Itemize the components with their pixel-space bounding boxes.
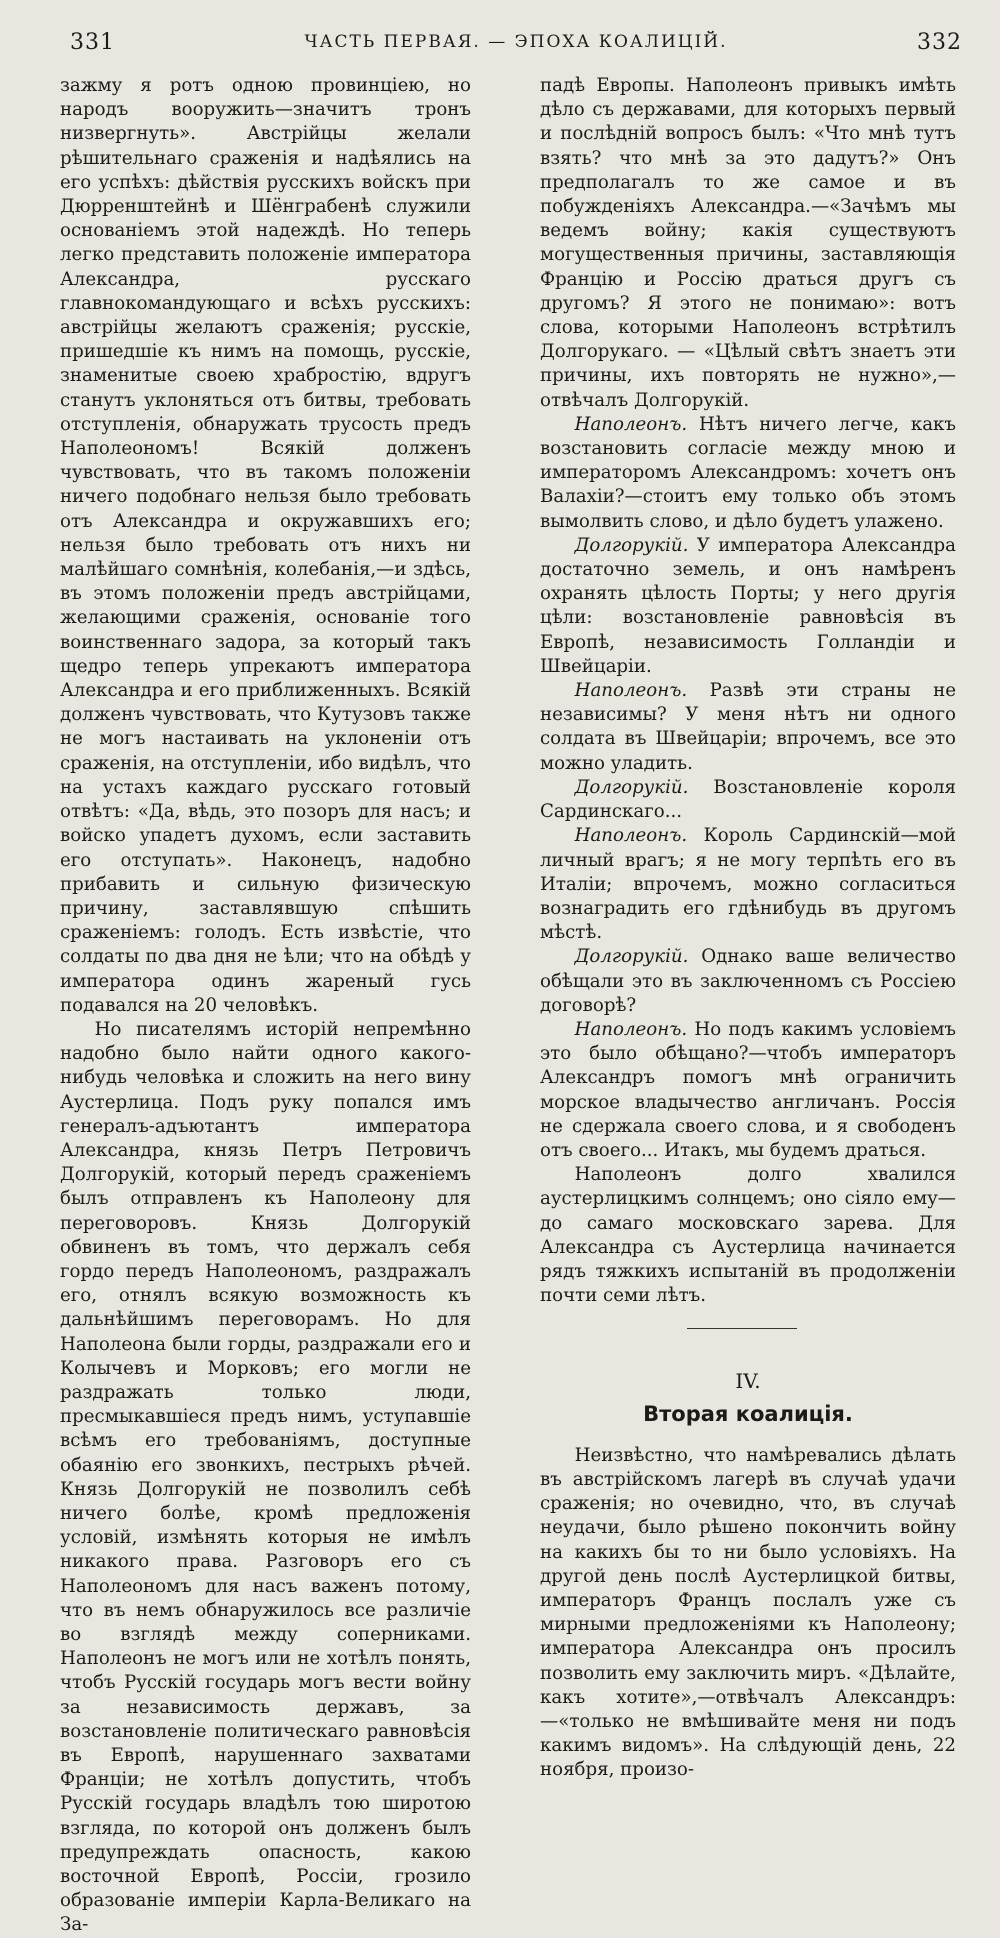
dialogue-line (540, 534, 956, 679)
dialogue-line (540, 1018, 956, 1163)
left-column (60, 74, 471, 1938)
dialogue-text: Но подъ какимъ условіемъ это было обѣщано?—чтобъ императоръ Александръ помогъ мнѣ ограничить морское владычество англичанъ. Россія не сдержала своего слова, и я свободенъ отъ своего... Итакъ, мы будемъ драться. (540, 1018, 956, 1161)
dialogue-text: Король Сардинскій—мой личный врагъ; я не могу терпѣть его въ Италіи; впрочемъ, можно согласиться вознаградить его гдѣнибудь въ другомъ мѣстѣ. (540, 825, 956, 944)
paragraph: Неизвѣстно, что намѣревались дѣлать въ австрійскомъ лагерѣ въ случаѣ удачи сраженія; но очевидно, что, въ случаѣ неудачи, было рѣшено покончить войну на какихъ бы то ни было условіяхъ. На другой день послѣ Аустерлицкой битвы, императоръ Францъ послалъ уже съ мирными предложеніями къ Наполеону; императора Александра онъ просилъ позволить ему заключить миръ. «Дѣлайте, какъ хотите»,—отвѣчалъ Александръ:—«только не вмѣшивайте меня ни подъ какимъ видомъ». На слѣдующій день, 22 ноября, произо- (540, 1444, 956, 1781)
dialogue-line (540, 824, 956, 945)
paragraph: зажму я ротъ одною провинціею, но народъ вооружить—значитъ тронъ низвергнуть». Австрійцы желали рѣшительнаго сраженія и надѣялись на его успѣхъ: дѣйствія русскихъ войскъ при Дюрренштейнѣ и Шёнграбенѣ служили основаніемъ этой надеждѣ. Но теперь легко представить положеніе императора Александра, русскаго главнокомандующаго и всѣхъ русскихъ: австрійцы желаютъ сраженія; русскіе, пришедшіе къ нимъ на помощь, русскіе, знаменитые своею храбростію, вдругъ станутъ уклоняться отъ битвы, требовать отступленія, обнаружать трусость предъ Наполеономъ! Всякій долженъ чувствовать, что въ такомъ положеніи ничего подобнаго нельзя было требовать отъ Александра и окружавшихъ его; нельзя было требовать отъ нихъ ни малѣйшаго сомнѣнія, колебанія,—и здѣсь, въ этомъ положеніи предъ австрійцами, желающими сраженія, основаніе того воинственнаго задора, за который такъ щедро теперь упрекаютъ императора Александра и его приближенныхъ. Всякій долженъ чувствовать, что Кутузовъ также не могъ настаивать на уклоненіи отъ сраженія, на отступленіи, ибо видѣлъ, что на устахъ каждаго русскаго готовый отвѣтъ: «Да, вѣдь, это позоръ для насъ; и войско упадетъ духомъ, если заставить его отступать». Наконецъ, надобно прибавить и сильную физическую причину, заставлявшую спѣшить сраженіемъ: голодъ. Есть извѣстіе, что солдаты по два дня не ѣли; что на обѣдѣ у императора одинъ жареный гусь подавался на 20 человѣкъ. (60, 75, 471, 1016)
dialogue-line (540, 776, 956, 824)
running-title: ЧАСТЬ ПЕРВАЯ. — ЭПОХА КОАЛИЦІЙ. (304, 32, 728, 52)
speaker: Наполеонъ. (574, 825, 688, 847)
paragraph: Наполеонъ долго хвалился аустерлицкимъ солнцемъ; оно сіяло ему—до самаго московскаго зарева. Для Александра съ Аустерлица начинается рядъ тяжкихъ испытаній въ продолженіи почти семи лѣтъ. (540, 1164, 956, 1307)
speaker: Наполеонъ. (574, 413, 688, 435)
page-number-left: 331 (70, 30, 115, 55)
dialogue-text: У императора Александра достаточно земель, и онъ намѣренъ охранять цѣлость Порты; у него другія цѣли: возстановленіе равновѣсія въ Европѣ, независимость Голландіи и Швейцаріи. (540, 534, 956, 677)
section-title: Вторая коалиція. (643, 1401, 853, 1426)
speaker: Наполеонъ. (574, 680, 688, 702)
dialogue-text: Возстановленіе короля Сардинскаго... (540, 776, 956, 823)
right-column (540, 74, 956, 1783)
speaker: Долгорукій. (574, 776, 689, 798)
section-divider (687, 1328, 797, 1329)
dialogue-line (540, 945, 956, 1018)
speaker: Долгорукій. (574, 946, 689, 968)
dialogue-line (540, 679, 956, 776)
paragraph: падѣ Европы. Наполеонъ привыкъ имѣть дѣло съ державами, для которыхъ первый и послѣдній вопросъ былъ: «Что мнѣ тутъ взять? что мнѣ за это дадутъ?» Онъ предполагалъ то же самое и въ побужденіяхъ Александра.—«Зачѣмъ мы ведемъ войну; какія существуютъ могущественныя причины, заставляющія Францію и Россію драться другъ съ другомъ? Я этого не понимаю»: вотъ слова, которыми Наполеонъ встрѣтилъ Долгорукаго. — «Цѣлый свѣтъ знаетъ эти причины, ихъ повторять не нужно»,—отвѣчалъ Долгорукій. (540, 75, 956, 411)
running-header (70, 30, 962, 64)
section-number: IV. (735, 1369, 761, 1394)
dialogue-text: Нѣтъ ничего легче, какъ возстановить согласіе между мною и императоромъ Александромъ: хочетъ онъ Валахіи?—стоитъ ему только объ этомъ вымолвить слово, и дѣло будетъ улажено. (540, 413, 956, 532)
dialogue-text: Однако ваше величество обѣщали это въ заключенномъ съ Россіею договорѣ? (540, 946, 956, 1016)
dialogue-text: Развѣ эти страны не независимы? У меня нѣтъ ни одного солдата въ Швейцаріи; впрочемъ, все это можно уладить. (540, 680, 956, 774)
speaker: Наполеонъ. (574, 1018, 688, 1040)
paragraph: Но писателямъ исторій непремѣнно надобно было найти одного какого-нибудь человѣка и сложить на него вину Аустерлица. Подъ руку попался имъ генералъ-адъютантъ императора Александра, князь Петръ Петровичъ Долгорукій, который передъ сраженіемъ былъ отправленъ къ Наполеону для переговоровъ. Князь Долгорукій обвиненъ въ томъ, что держалъ себя гордо передъ Наполеономъ, раздражалъ его, отнялъ всякую возможность къ дальнѣйшимъ переговорамъ. Но для Наполеона были горды, раздражали его и Колычевъ и Морковъ; его могли не раздражать только люди, пресмыкавшіеся предъ нимъ, уступавшіе всѣмъ его требованіямъ, доступные обаянію его звонкихъ, пестрыхъ рѣчей. Князь Долгорукій не позволилъ себѣ ничего болѣе, кромѣ предложенія условій, измѣнять которыя не имѣлъ никакого права. Разговоръ его съ Наполеономъ для насъ важенъ потому, что въ немъ обнаружилось все различіе во взглядѣ между соперниками. Наполеонъ не могъ или не хотѣлъ понять, чтобъ Русскій государь могъ вести войну за независимость державъ, за возстановленіе политическаго равновѣсія въ Европѣ, нарушеннаго захватами Франціи; не хотѣлъ допустить, чтобъ Русскій государь владѣлъ тою широтою взгляда, по которой онъ долженъ былъ предупреждать опасность, какою восточной Европѣ, Россіи, грозило образованіе имперіи Карла-Великаго на За- (60, 1018, 471, 1936)
speaker: Долгорукій. (574, 534, 689, 556)
page-number-right: 332 (917, 30, 962, 55)
dialogue-line (540, 413, 956, 534)
